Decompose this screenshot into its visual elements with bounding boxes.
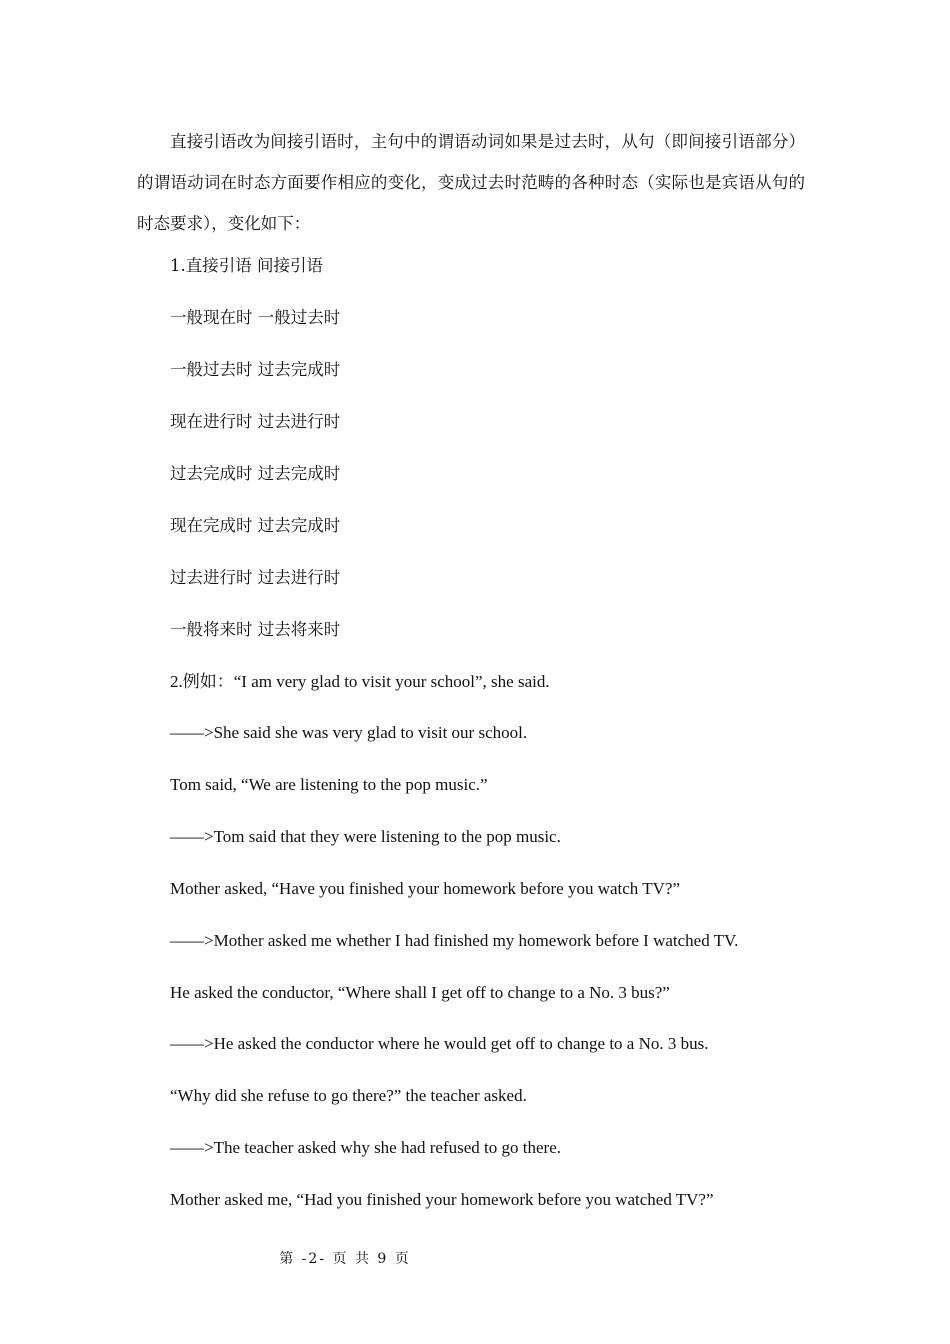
example-direct: “Why did she refuse to go there?” the teacher asked. (170, 1086, 527, 1105)
example-direct: He asked the conductor, “Where shall I get off to change to a No. 3 bus?” (170, 983, 670, 1002)
tense-row: 一般过去时 过去完成时 (170, 360, 341, 379)
example-indirect: ——>The teacher asked why she had refused to go there. (170, 1138, 561, 1157)
example-direct: Tom said, “We are listening to the pop music.” (170, 775, 488, 794)
example-heading: 2.例如：“I am very glad to visit your school”, she said. (170, 672, 550, 691)
example-indirect: ——>Mother asked me whether I had finished my homework before I watched TV. (170, 931, 739, 950)
tense-row: 现在完成时 过去完成时 (170, 516, 341, 535)
intro-paragraph: 直接引语改为间接引语时，主句中的谓语动词如果是过去时，从句（即间接引语部分）的谓语动词在时态方面要作相应的变化，变成过去时范畴的各种时态（实际也是宾语从句的时态要求），变化如下： (137, 132, 805, 233)
example-indirect: ——>Tom said that they were listening to the pop music. (170, 827, 561, 846)
example-direct: Mother asked, “Have you finished your homework before you watch TV?” (170, 879, 680, 898)
tense-row: 一般将来时 过去将来时 (170, 620, 341, 639)
tense-row: 过去进行时 过去进行时 (170, 568, 341, 587)
tense-row: 现在进行时 过去进行时 (170, 412, 341, 431)
tense-table-heading: 1.直接引语 间接引语 (170, 256, 323, 275)
example-indirect: ——>He asked the conductor where he would get off to change to a No. 3 bus. (170, 1034, 709, 1053)
example-direct: Mother asked me, “Had you finished your homework before you watched TV?” (170, 1190, 714, 1209)
example-indirect: ——>She said she was very glad to visit our school. (170, 723, 528, 742)
page-number-footer: 第 -2- 页 共 9 页 (279, 1251, 411, 1267)
tense-row: 过去完成时 过去完成时 (170, 464, 341, 483)
tense-row: 一般现在时 一般过去时 (170, 308, 341, 327)
